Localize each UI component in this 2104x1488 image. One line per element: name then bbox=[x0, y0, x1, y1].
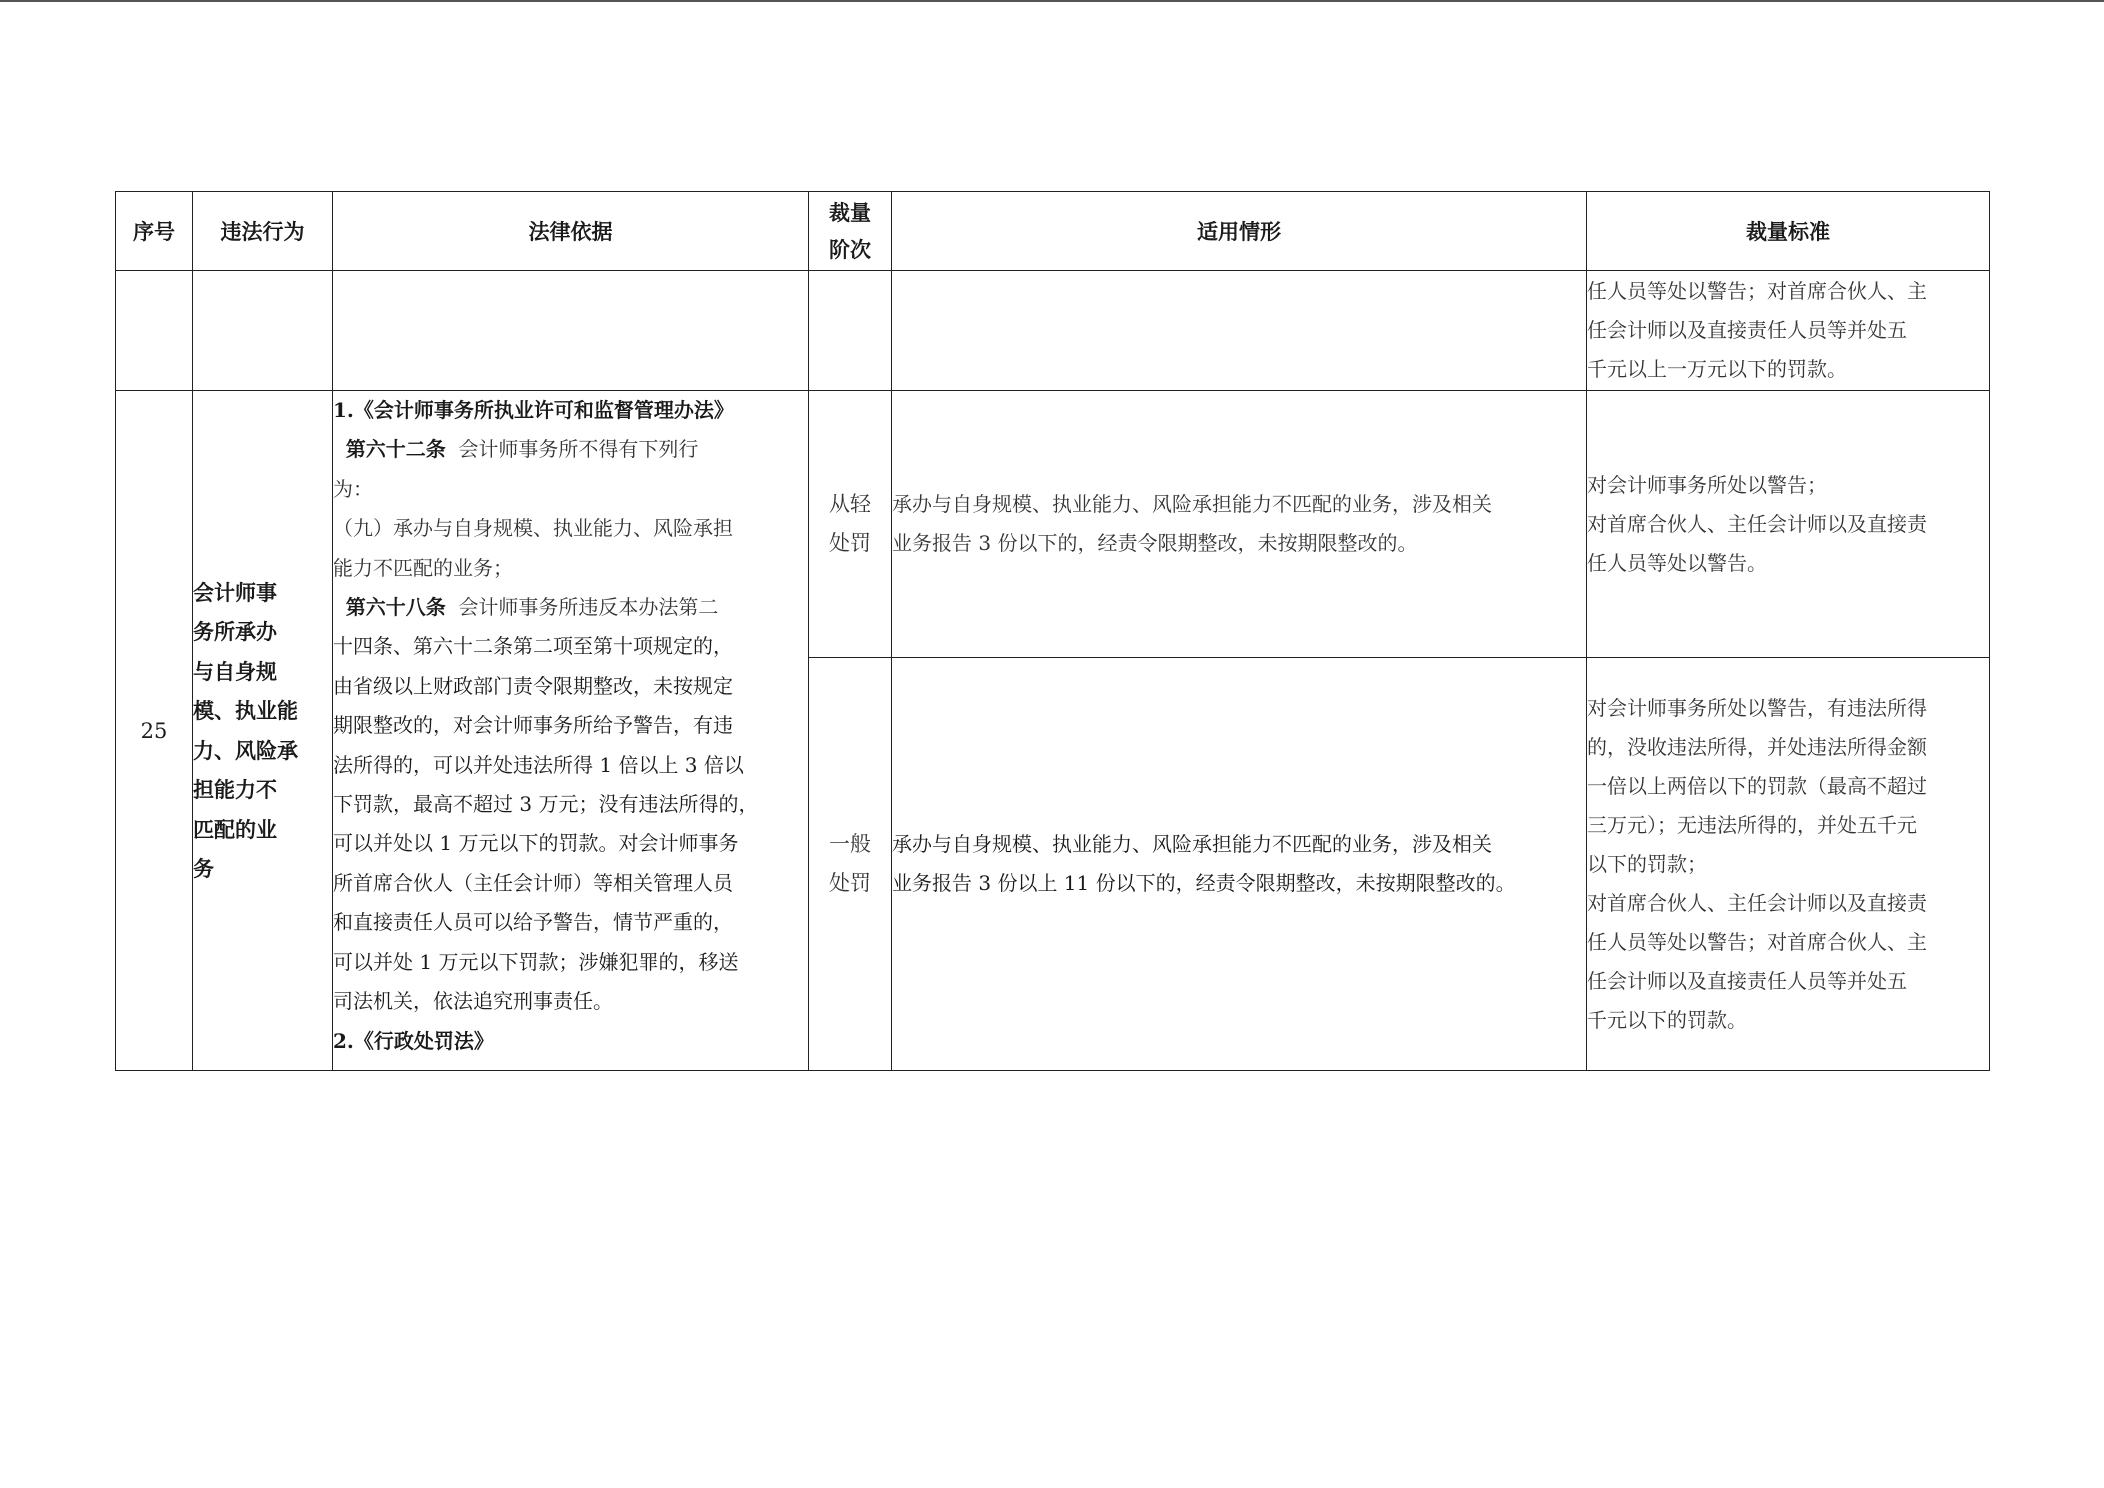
text-line: 务 bbox=[193, 856, 214, 881]
cell-empty bbox=[892, 271, 1587, 391]
table-row-light bbox=[116, 391, 1990, 658]
article-text: 会计师事务所违反本办法第二 bbox=[458, 595, 719, 620]
page-top-border bbox=[0, 0, 2104, 2]
text-line: 期限整改的，对会计师事务所给予警告，有违 bbox=[333, 713, 733, 738]
text-line: 能力不匹配的业务； bbox=[333, 555, 513, 580]
text-line: 的，没收违法所得，并处违法所得金额 bbox=[1587, 734, 1927, 759]
legal-basis-cell bbox=[333, 391, 809, 1071]
text-line: 千元以上一万元以下的罚款。 bbox=[1587, 357, 1847, 381]
article-heading: 第六十二条 bbox=[345, 437, 446, 462]
text-line: （九）承办与自身规模、执业能力、风险承担 bbox=[333, 516, 733, 541]
text-line: 处罚 bbox=[829, 871, 871, 895]
text-line: 一般 bbox=[829, 832, 871, 856]
text-line: 可以并处以 1 万元以下的罚款。对会计师事务 bbox=[333, 831, 739, 856]
text-line: 承办与自身规模、执业能力、风险承担能力不匹配的业务，涉及相关 bbox=[892, 492, 1492, 516]
text-line: 对首席合伙人、主任会计师以及直接责 bbox=[1587, 890, 1927, 915]
text-line: 担能力不 bbox=[193, 777, 277, 802]
continued-standard-cell bbox=[1587, 271, 1990, 391]
text-line: 任会计师以及直接责任人员等并处五 bbox=[1587, 968, 1907, 993]
text-line: 处罚 bbox=[829, 531, 871, 555]
article-text: 会计师事务所不得有下列行 bbox=[458, 437, 699, 462]
text-line bbox=[333, 588, 808, 627]
text-line: 由省级以上财政部门责令限期整改，未按规定 bbox=[333, 673, 733, 698]
law-title: 2.《行政处罚法》 bbox=[333, 1028, 494, 1053]
level-light-cell bbox=[809, 391, 892, 658]
cell-empty bbox=[333, 271, 809, 391]
text-line: 十四条、第六十二条第二项至第十项规定的， bbox=[333, 634, 733, 659]
text-line: 下罚款，最高不超过 3 万元；没有违法所得的， bbox=[333, 792, 759, 817]
cell-empty bbox=[193, 271, 333, 391]
header-behavior: 违法行为 bbox=[193, 192, 333, 271]
row-seq: 25 bbox=[116, 391, 193, 1071]
text-line: 对首席合伙人、主任会计师以及直接责 bbox=[1587, 511, 1927, 536]
text-line: 所首席合伙人（主任会计师）等相关管理人员 bbox=[333, 870, 733, 895]
header-level bbox=[809, 192, 892, 271]
text-line: 以下的罚款； bbox=[1587, 851, 1707, 876]
header-level-line: 阶次 bbox=[829, 237, 871, 262]
header-standard: 裁量标准 bbox=[1587, 192, 1990, 271]
standard-general-cell bbox=[1587, 658, 1990, 1071]
cell-empty bbox=[809, 271, 892, 391]
header-seq: 序号 bbox=[116, 192, 193, 271]
text-line: 模、执业能 bbox=[193, 698, 298, 723]
text-line: 法所得的，可以并处违法所得 1 倍以上 3 倍以 bbox=[333, 752, 744, 777]
text-line: 三万元）；无违法所得的，并处五千元 bbox=[1587, 812, 1917, 837]
text-line: 任人员等处以警告；对首席合伙人、主 bbox=[1587, 929, 1927, 954]
violation-behavior-cell bbox=[193, 391, 333, 1071]
text-line: 承办与自身规模、执业能力、风险承担能力不匹配的业务，涉及相关 bbox=[892, 832, 1492, 856]
article-heading: 第六十八条 bbox=[345, 595, 446, 620]
text-line: 可以并处 1 万元以下罚款；涉嫌犯罪的，移送 bbox=[333, 949, 739, 974]
text-line: 务所承办 bbox=[193, 619, 277, 644]
text-line: 一倍以上两倍以下的罚款（最高不超过 bbox=[1587, 773, 1927, 798]
text-line: 业务报告 3 份以下的，经责令限期整改，未按期限整改的。 bbox=[892, 531, 1418, 555]
text-line: 与自身规 bbox=[193, 658, 277, 684]
text-line: 对会计师事务所处以警告，有违法所得 bbox=[1587, 695, 1927, 720]
law-title: 1.《会计师事务所执业许可和监督管理办法》 bbox=[333, 398, 734, 422]
text-line: 对会计师事务所处以警告； bbox=[1587, 472, 1827, 497]
text-line: 和直接责任人员可以给予警告，情节严重的， bbox=[333, 910, 733, 935]
text-line: 千元以下的罚款。 bbox=[1587, 1007, 1747, 1032]
text-line: 任人员等处以警告；对首席合伙人、主 bbox=[1587, 279, 1927, 303]
text-line bbox=[333, 430, 808, 469]
level-general-cell bbox=[809, 658, 892, 1071]
header-level-line: 裁量 bbox=[829, 200, 871, 225]
discretion-standard-table bbox=[115, 191, 1990, 1071]
header-basis: 法律依据 bbox=[333, 192, 809, 271]
standard-light-cell bbox=[1587, 391, 1990, 658]
text-line: 为： bbox=[333, 476, 373, 501]
text-line: 业务报告 3 份以上 11 份以下的，经责令限期整改，未按期限整改的。 bbox=[892, 871, 1516, 895]
header-situation: 适用情形 bbox=[892, 192, 1587, 271]
situation-general-cell bbox=[892, 658, 1587, 1071]
text-line: 力、风险承 bbox=[193, 737, 298, 763]
text-line: 任会计师以及直接责任人员等并处五 bbox=[1587, 318, 1907, 342]
table-header-row bbox=[116, 192, 1990, 271]
text-line: 匹配的业 bbox=[193, 816, 277, 842]
cell-empty bbox=[116, 271, 193, 391]
situation-light-cell bbox=[892, 391, 1587, 658]
text-line: 会计师事 bbox=[193, 579, 277, 605]
text-line: 从轻 bbox=[829, 492, 871, 516]
text-line: 任人员等处以警告。 bbox=[1587, 550, 1767, 575]
table-row-continued bbox=[116, 271, 1990, 391]
text-line: 司法机关，依法追究刑事责任。 bbox=[333, 989, 613, 1014]
